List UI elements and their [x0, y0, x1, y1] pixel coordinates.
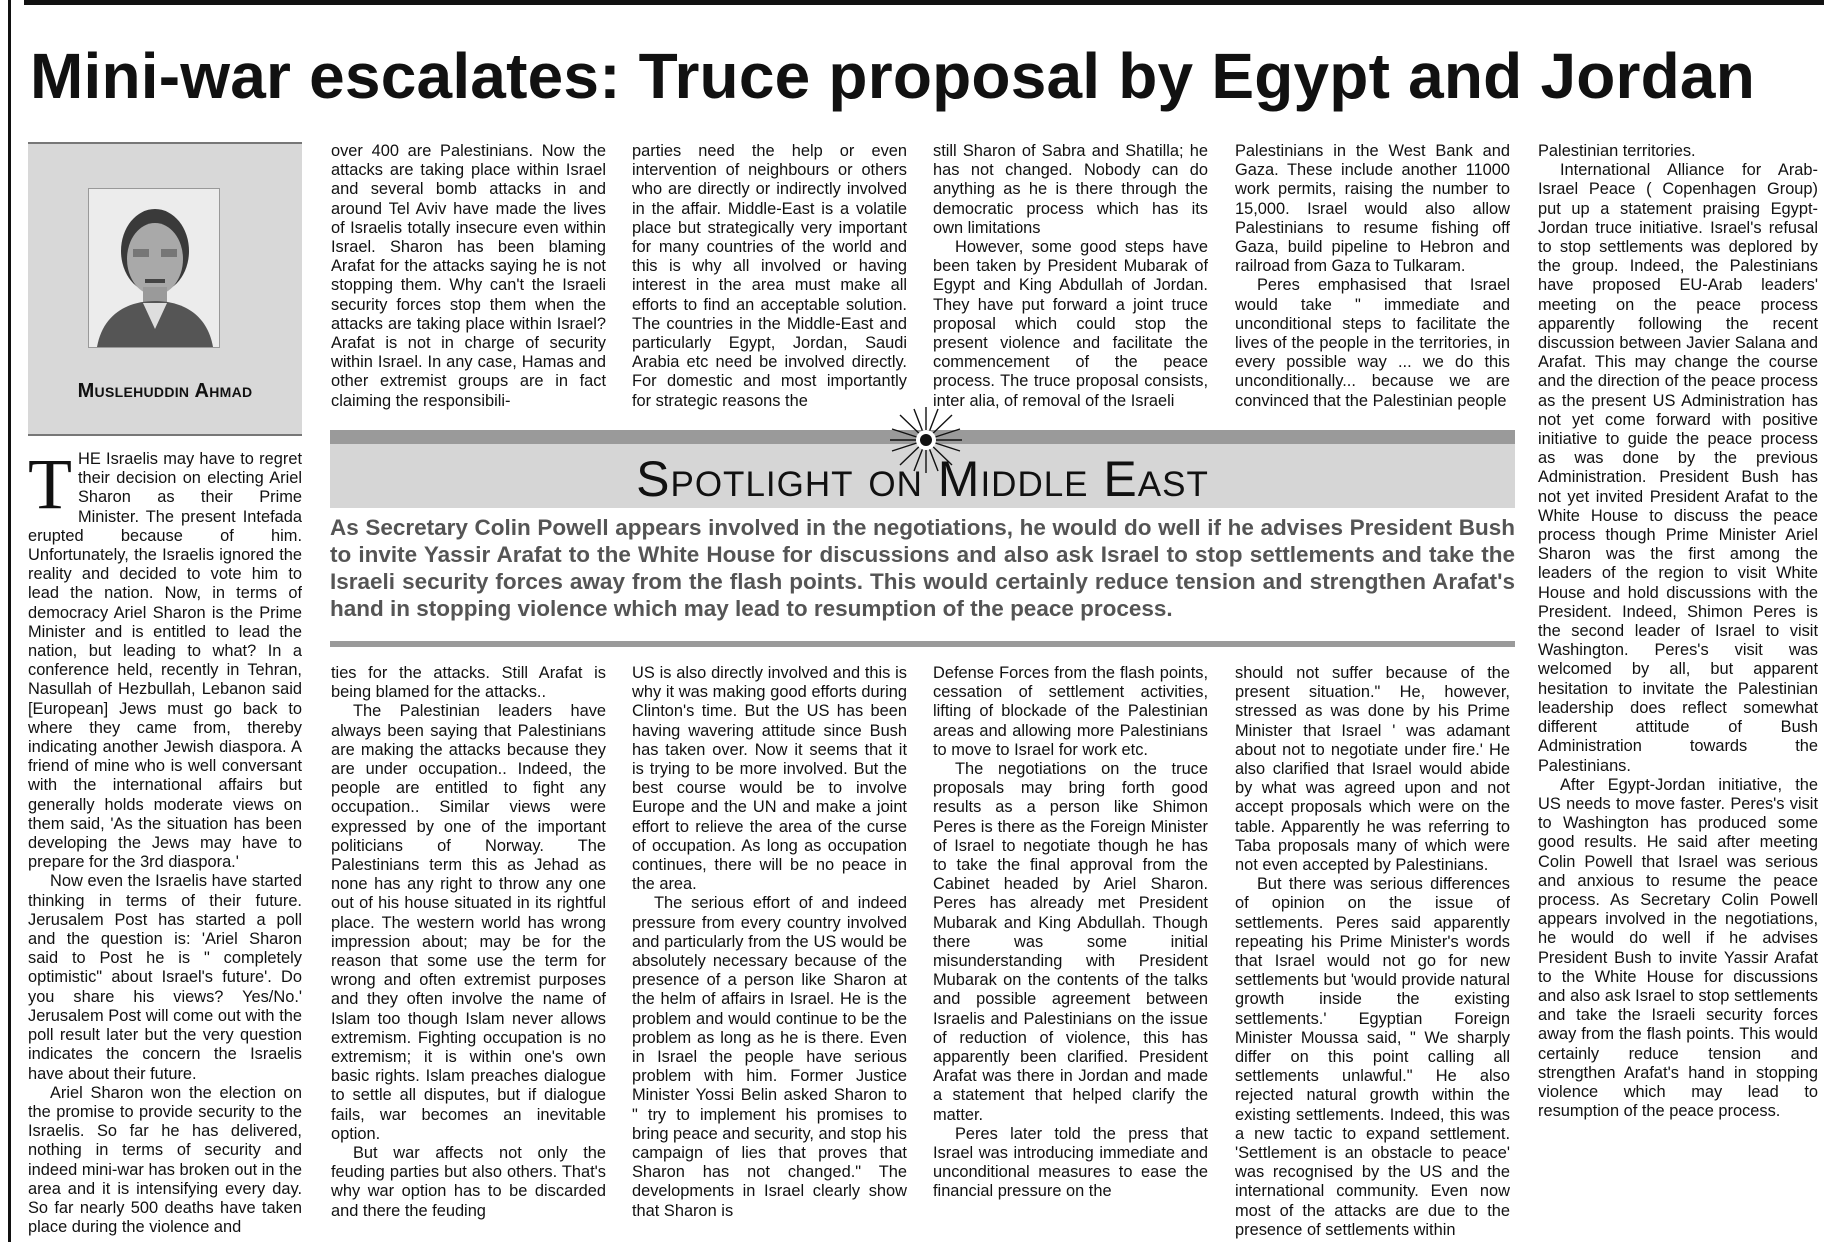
spotlight-title: Spotlight on Middle East [636, 451, 1209, 507]
col1-p2: Now even the Israelis have started thinking in terms of their future. Jerusalem Post has started a poll and the question is: 'Ariel Sharon said to Post he is " completely optimistic" about Israel's future'. Do you share his views? Yes/No.' Jerusalem Post will come out with the poll result later but the very question indicates the concern the Israelis have about their future. [28, 872, 302, 1083]
col1-p3: Ariel Sharon won the election on the promise to provide security to the Israelis. So far he has delivered, nothing in terms of security and indeed mini-war has broken out in the area and it is intensifying every day. So far nearly 500 deaths have taken place during the violence and [28, 1083, 302, 1237]
spotlight-deck: As Secretary Colin Powell appears involved in the negotiations, he would do well if he advises President Bush to invite Yassir Arafat to the White House for discussions and also ask Israel to stop settlements and take the Israeli security forces away from the flash points. This would certainly reduce tension and strengthen Arafat's hand in stopping violence which may lead to resumption of the peace process. [330, 515, 1515, 621]
column-3-top [632, 142, 907, 412]
column-6 [1538, 142, 1818, 1240]
column-4-bottom [933, 664, 1208, 1240]
column-5-top [1235, 142, 1510, 412]
col3-bottom-p1: US is also directly involved and this is why it was making good efforts during Clinton's time. But the US has been having wavering attitude since Bush has taken over. Now it seems that it is trying to be more involved. But the best course would be to involve Europe and the UN and make a joint effort to relieve the area of the curse of occupation. As long as occupation continues, there will be no peace in the area. [632, 664, 907, 894]
left-rule [8, 0, 11, 1242]
col3-bottom-p2: The serious effort of and indeed pressure from every country involved and particularly from the US would be absolutely necessary because of the presence of a person like Sharon at the helm of affairs in Israel. He is the problem and would continue to be the problem as long as he is there. Even in Israel the people have serious problem with him. Former Justice Minister Yossi Belin asked Sharon to " try to implement his promises to bring peace and security, and stop his campaign of lies that proves that Sharon has not changed." The developments in Israel clearly show that Sharon is [632, 894, 907, 1220]
col5-bottom-p1: should not suffer because of the present situation." He, however, stressed as was done by his Prime Minister that Israel ' was adamant about not to negotiate under fire.' He also clarified that Israel would abide by what was agreed upon and not accept proposals which were on the table. Apparently he was referring to Taba proposals many of which were not even accepted by Palestinians. [1235, 664, 1510, 875]
col2-top-text: over 400 are Palestinians. Now the attacks are taking place within Israel and several bomb attacks in and around Tel Aviv have made the lives of Israelis totally insecure even within Israel. Sharon has been blaming Arafat for the attacks saying he is not stopping them. Why can't the Israeli security forces stop them when the attacks are taking place within Israel? Arafat is not in charge of security within Israel. In any case, Hamas and other extremist groups are in fact claiming the responsibili- [331, 142, 606, 410]
paragraph [28, 450, 302, 872]
spotlight-bottom-rule [330, 641, 1515, 647]
column-2-bottom [331, 664, 606, 1240]
col5-top-p1: Palestinians in the West Bank and Gaza. These include another 11000 work permits, raising the number to 15,000. Israel would also allow Palestinians to resume fishing off Gaza, build pipeline to Hebron and railroad from Gaza to Tulkaram. [1235, 142, 1510, 276]
col2-bottom-p2: The Palestinian leaders have always been saying that Palestinians are making the attacks because they are under occupation.. Indeed, the people are entitled to fight any occupation.. Similar views were expressed by one of the important politicians of Norway. The Palestinians term this as Jehad as none has any right to throw any one out of his house situated in its rightful place. The western world has wrong impression about; may be for the reason that some use the term for wrong and often extremist purposes and they often involve the name of Islam too though Islam never allows extremism. Fighting occupation is no extremism; it is within one's own basic rights. Islam preaches dialogue to settle all disputes, but if dialogue fails, war becomes an inevitable option. [331, 702, 606, 1143]
col4-top-p1: still Sharon of Sabra and Shatilla; he has not changed. Nobody can do anything as he is there through the democratic process which has its own limitations [933, 142, 1208, 237]
col4-bottom-p2: The negotiations on the truce proposals may bring forth good results as a person like Shimon Peres is there as the Foreign Minister of Israel to negotiate though he has to take the final approval from the Cabinet headed by Ariel Sharon. Peres has already met President Mubarak and King Abdullah. Though there was some initial misunderstanding with President Mubarak on the contents of the talks and possible agreement between Israelis and Palestinians on the issue of reduction of violence, this has apparently been clarified. President Arafat was there in Jordan and made a statement that helped clarify the matter. [933, 760, 1208, 1124]
col4-top-p2: However, some good steps have been taken by President Mubarak of Egypt and King Abdullah of Jordan. They have put forward a joint truce proposal which could stop the present violence and facilitate the commencement of the peace process. The truce proposal consists, inter alia, of removal of the Israeli [933, 238, 1208, 410]
col6-p2: After Egypt-Jordan initiative, the US needs to move faster. Peres's visit to Washington has produced some good results. He said after meeting Colin Powell that Israel was serious and anxious to resume the peace process. As Secretary Colin Powell appears involved in the negotiations, he would do well if he advises President Bush to invite Yassir Arafat to the White House for discussions and also ask Israel to stop settlements and take the Israeli security forces away from the flash points. This would certainly reduce tension and strengthen Arafat's hand in stopping violence which may lead to resumption of the peace process. [1538, 775, 1818, 1121]
col6-p0: Palestinian territories. [1538, 142, 1696, 160]
col5-top-p2: Peres emphasised that Israel would take " immediate and unconditional steps to facilitate the lives of the people in the territories, in every possible way ... we do this unconditionally... because we are convinced that the Palestinian people [1235, 276, 1510, 410]
col5-bottom-p2: But there was serious differences of opinion on the issue of settlements. Peres said apparently repeating his Prime Minister's words that Israel would not go for new settlements but 'would provide natural growth inside the existing settlements.' Egyptian Foreign Minister Moussa said, " We sharply differ on this point calling all settlements unlawful." He also rejected natural growth within the existing settlements. Indeed, this was a new tactic to expand settlement. 'Settlement is an obstacle to peace' was recognised by the US and the international community. Even now most of the attacks are due to the presence of settlements within [1235, 875, 1510, 1239]
column-1 [28, 450, 302, 1240]
author-portrait-icon [89, 189, 219, 347]
headline: Mini-war escalates: Truce proposal by Egypt and Jordan [30, 40, 1756, 112]
column-2-top [331, 142, 606, 412]
col2-bottom-p3: But war affects not only the feuding parties but also others. That's why war option has to be discarded and there the feuding [331, 1144, 606, 1220]
column-4-top [933, 142, 1208, 412]
col4-bottom-p1: Defense Forces from the flash points, cessation of settlement activities, lifting of blockade of the Palestinian areas and allowing more Palestinians to move to Israel for work etc. [933, 664, 1208, 759]
starburst-icon [886, 405, 966, 475]
author-photo [88, 188, 220, 348]
byline: Muslehuddin Ahmad [77, 380, 253, 402]
column-3-bottom [632, 664, 907, 1240]
col2-bottom-p1: ties for the attacks. Still Arafat is being blamed for the attacks.. [331, 664, 606, 702]
col3-top-text: parties need the help or even intervention of neighbours or others who are directly or indirectly involved in the affair. Middle-East is a volatile place but strategically very important for many countries of the world and this is why all involved or having interest in the area must make all efforts to find an acceptable solution. The countries in the Middle-East and particularly Egypt, Jordan, Saudi Arabia etc need be involved directly. For domestic and most importantly for strategic reasons the [632, 142, 907, 410]
col1-p1: HE Israelis may have to regret their decision on electing Ariel Sharon as their Prime Minister. The present Intefada erupted because of him. Unfortunately, the Israelis ignored the reality and decided to vote him to lead the nation. Now, in terms of democracy Ariel Sharon is the Prime Minister and is entitled to lead the nation, but leading to what? In a conference held, recently in Tehran, Nasullah of Hezbullah, Lebanon said [European] Jews must go back to where they came from, thereby indicating another Jewish diaspora. A friend of mine who is well conversant with the international affairs but generally holds moderate views on them said, 'As the situation has been developing the Jews may have to prepare for the 3rd diaspora.' [28, 450, 302, 872]
column-5-bottom [1235, 664, 1510, 1240]
drop-cap: T [28, 450, 72, 524]
col6-p1: International Alliance for Arab-Israel Peace ( Copenhagen Group) put up a statement praising Egypt-Jordan truce initiative. Israel's refusal to stop settlements was deplored by the group. Indeed, the Palestinians have proposed EU-Arab leaders' meeting on the peace process apparently following the recent discussion between Javier Salana and Arafat. This may change the course and the direction of the peace process as the present US Administration has not yet come forward with positive initiative to guide the peace process as was done by the previous Administration. President Bush has not yet invited President Arafat to the White House to discuss the peace process though Prime Minister Ariel Sharon was the first among the leaders of the region to visit White House and hold discussions with the President. Indeed, Shimon Peres is the second leader of Israel to visit Washington. Peres's visit was welcomed by all, but apparent hesitation to invitate the Palestinian leadership does reflect somewhat different attitude of Bush Administration towards the Palestinians. [1538, 161, 1818, 775]
col4-bottom-p3: Peres later told the press that Israel was introducing immediate and unconditional measures to ease the financial pressure on the [933, 1124, 1208, 1201]
top-rule [24, 0, 1824, 5]
